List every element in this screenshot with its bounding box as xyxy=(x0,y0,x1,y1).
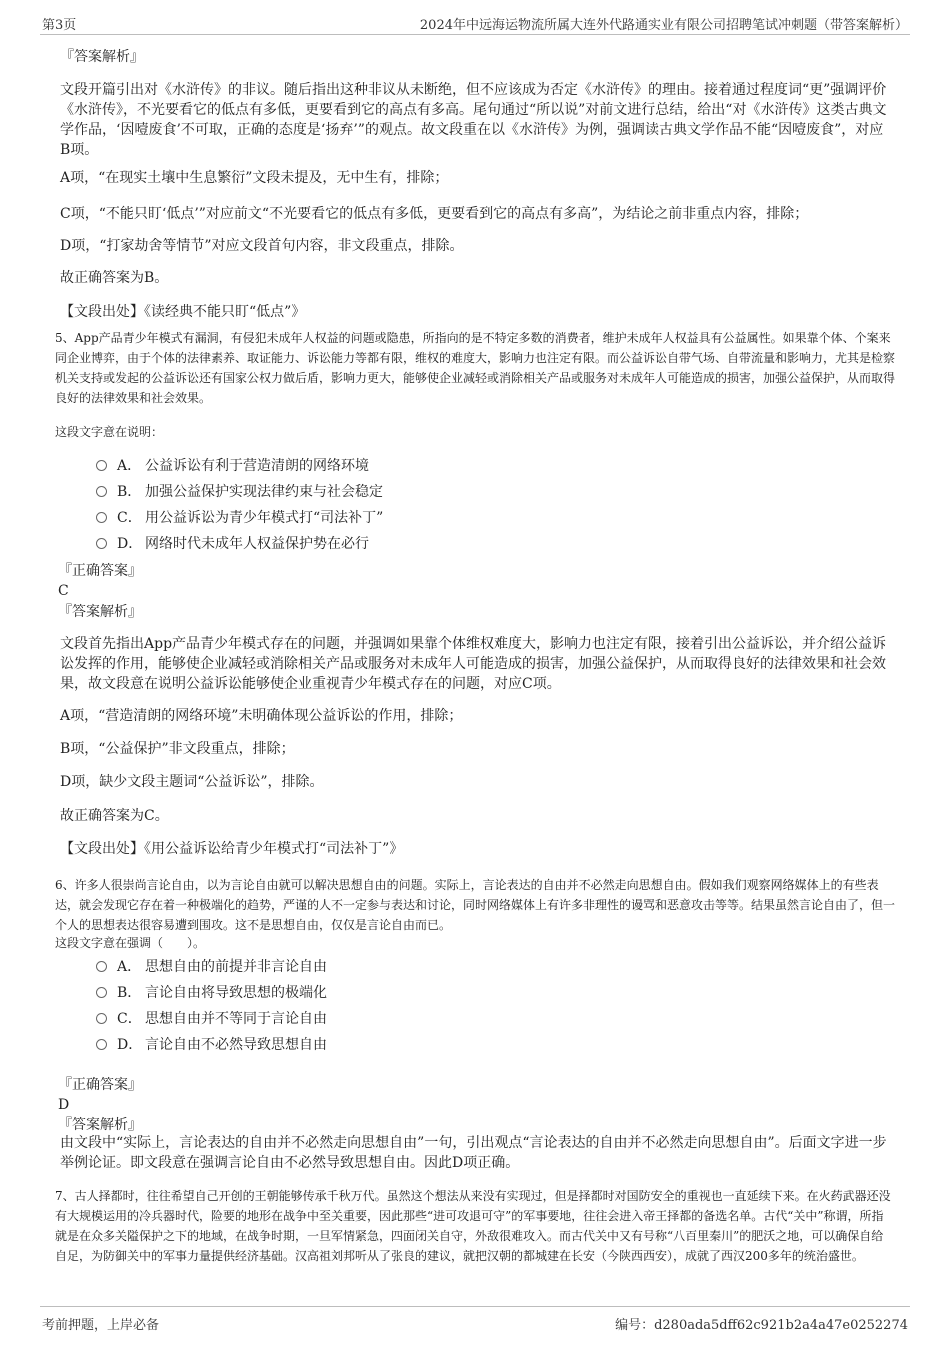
q6-analysis: 由文段中“实际上，言论表达的自由并不必然走向思想自由”一句，引出观点“言论表达的自由并不必然走向思想自由”。后面文字进一步举例论证。即文段意在强调言论自由不必然导致思想自由。因此D项正确。 xyxy=(60,1135,887,1171)
q4-option-d-note: D项，“打家劫舍等情节”对应文段首句内容，非文段重点，排除。 xyxy=(60,238,464,254)
q6-answer-label: 『正确答案』 xyxy=(58,1077,142,1093)
q4-option-a-note: A项，“在现实土壤中生息繁衍”文段未提及，无中生有，排除； xyxy=(60,170,449,186)
q5-option-b[interactable] xyxy=(96,483,383,501)
q5-analysis: 文段首先指出App产品青少年模式存在的问题，并强调如果靠个体维权难度大，影响力也注定有限，接着引出公益诉讼，并介绍公益诉讼发挥的作用，能够使企业减轻或消除相关产品或服务对未成年人可能造成的损害，加强公益保护，从而取得良好的法律效果和社会效果，故文段意在说明公益诉讼能够使企业重视青少年模式存在的问题，对应C项。 xyxy=(60,636,887,692)
option-text: 言论自由将导致思想的极端化 xyxy=(145,985,327,1001)
page-number: 第3页 xyxy=(42,18,77,33)
option-letter: D． xyxy=(117,1037,143,1053)
option-text: 思想自由并不等同于言论自由 xyxy=(145,1011,327,1027)
q6-stem: 6、许多人很崇尚言论自由，以为言论自由就可以解决思想自由的问题。实际上，言论表达的自由并不必然走向思想自由。假如我们观察网络媒体上的有些表达，就会发现它存在着一种极端化的趋势，严谨的人不一定参与表达和讨论，同时网络媒体上有许多非理性的谩骂和恶意攻击等等。结果虽然言论自由了，但一个人的思想表达很容易遭到围攻。这不是思想自由，仅仅是言论自由而已。 xyxy=(55,878,896,932)
q4-analysis: 文段开篇引出对《水浒传》的非议。随后指出这种非议从未断绝，但不应该成为否定《水浒传》的理由。接着通过程度词“更”强调评价《水浒传》，不光要看它的低点有多低，更要看到它的高点有多高。尾句通过“所以说”对前文进行总结，给出“对《水浒传》这类古典文学作品，‘因噎废食’不可取，正确的态度是‘扬弃’”的观点。故文段重在以《水浒传》为例，强调读古典文学作品不能“因噎废食”，对应B项。 xyxy=(60,82,887,158)
q5-option-c[interactable] xyxy=(96,509,383,527)
radio-icon[interactable] xyxy=(96,460,107,471)
q5-analysis-label: 『答案解析』 xyxy=(58,604,142,620)
option-letter: A． xyxy=(117,959,142,975)
q6-option-d[interactable] xyxy=(96,1036,327,1054)
q6-analysis-label: 『答案解析』 xyxy=(58,1117,142,1133)
option-letter: C． xyxy=(117,1011,142,1027)
q4-analysis-label: 『答案解析』 xyxy=(60,49,144,65)
q4-source: 【文段出处】《读经典不能只盯“低点”》 xyxy=(60,304,306,320)
q6-option-b[interactable] xyxy=(96,984,327,1002)
q5-answer-label: 『正确答案』 xyxy=(58,563,142,579)
option-text: 思想自由的前提并非言论自由 xyxy=(145,959,327,975)
q5-source: 【文段出处】《用公益诉讼给青少年模式打“司法补丁”》 xyxy=(60,841,404,857)
q6-answer: D xyxy=(58,1097,70,1113)
footer-slogan: 考前押题，上岸必备 xyxy=(42,1318,160,1333)
q5-stem: 5、App产品青少年模式有漏洞，有侵犯未成年人权益的问题或隐患，所指向的是不特定多数的消费者，维护未成年人权益具有公益属性。如果靠个体、个案来同企业博弈，由于个体的法律素养、取证能力、诉讼能力等都有限，维权的难度大，影响力也注定有限。而公益诉讼自带气场、自带流量和影响力，尤其是检察机关支持或发起的公益诉讼还有国家公权力做后盾，影响力更大，能够使企业减轻或消除相关产品或服务对未成年人可能造成的损害，加强公益保护，从而取得良好的法律效果和社会效果。 xyxy=(55,331,896,405)
option-text: 用公益诉讼为青少年模式打“司法补丁” xyxy=(145,510,384,526)
radio-icon[interactable] xyxy=(96,486,107,497)
q5-option-d-note: D项，缺少文段主题词“公益诉讼”，排除。 xyxy=(60,774,324,790)
page-header xyxy=(40,12,910,35)
document-title: 2024年中远海运物流所属大连外代路通实业有限公司招聘笔试冲刺题（带答案解析） xyxy=(419,18,908,33)
q6-option-a[interactable] xyxy=(96,958,327,976)
option-letter: D． xyxy=(117,536,143,552)
q5-option-a-note: A项，“营造清朗的网络环境”未明确体现公益诉讼的作用，排除； xyxy=(60,708,463,724)
radio-icon[interactable] xyxy=(96,512,107,523)
option-text: 加强公益保护实现法律约束与社会稳定 xyxy=(145,484,383,500)
q6-question: 这段文字意在强调（ ）。 xyxy=(55,936,206,950)
q5-question: 这段文字意在说明： xyxy=(55,425,164,439)
option-letter: B． xyxy=(117,985,142,1001)
radio-icon[interactable] xyxy=(96,1039,107,1050)
option-text: 言论自由不必然导致思想自由 xyxy=(145,1037,327,1053)
q7-stem: 7、古人择都时，往往希望自己开创的王朝能够传承千秋万代。虽然这个想法从来没有实现过，但是择都时对国防安全的重视也一直延续下来。在火药武器还没有大规模运用的冷兵器时代，险要的地形在战争中至关重要，因此那些“进可攻退可守”的军事要地，往往会进入帝王择都的备选名单。古代“关中”称谓，所指就是在众多关隘保护之下的地域，在战争时期，一旦军情紧急，四面闭关自守，外敌很难攻入。而古代关中又有号称“八百里秦川”的肥沃之地，可以确保自给自足，为防御关中的军事力量提供经济基础。汉高祖刘邦听从了张良的建议，就把汉朝的都城建在长安（今陕西西安），成就了西汉200多年的统治盛世。 xyxy=(55,1189,891,1263)
q5-option-a[interactable] xyxy=(96,457,369,475)
radio-icon[interactable] xyxy=(96,961,107,972)
q4-conclusion: 故正确答案为B。 xyxy=(60,270,169,286)
option-text: 网络时代未成年人权益保护势在必行 xyxy=(145,536,369,552)
option-letter: C． xyxy=(117,510,142,526)
document-id: 编号：d280ada5dff62c921b2a4a47e0252274 xyxy=(615,1318,908,1333)
q5-option-d[interactable] xyxy=(96,535,369,553)
radio-icon[interactable] xyxy=(96,987,107,998)
radio-icon[interactable] xyxy=(96,1013,107,1024)
q6-option-c[interactable] xyxy=(96,1010,327,1028)
option-letter: B． xyxy=(117,484,142,500)
q4-option-c-note: C项，“不能只盯‘低点’”对应前文“不光要看它的低点有多低，更要看到它的高点有多高”，为结论之前非重点内容，排除； xyxy=(60,206,809,222)
radio-icon[interactable] xyxy=(96,538,107,549)
q5-option-b-note: B项，“公益保护”非文段重点，排除； xyxy=(60,741,295,757)
option-letter: A． xyxy=(117,458,142,474)
q5-conclusion: 故正确答案为C。 xyxy=(60,808,169,824)
q5-answer: C xyxy=(58,583,69,599)
page-footer xyxy=(40,1306,910,1331)
option-text: 公益诉讼有利于营造清朗的网络环境 xyxy=(145,458,369,474)
